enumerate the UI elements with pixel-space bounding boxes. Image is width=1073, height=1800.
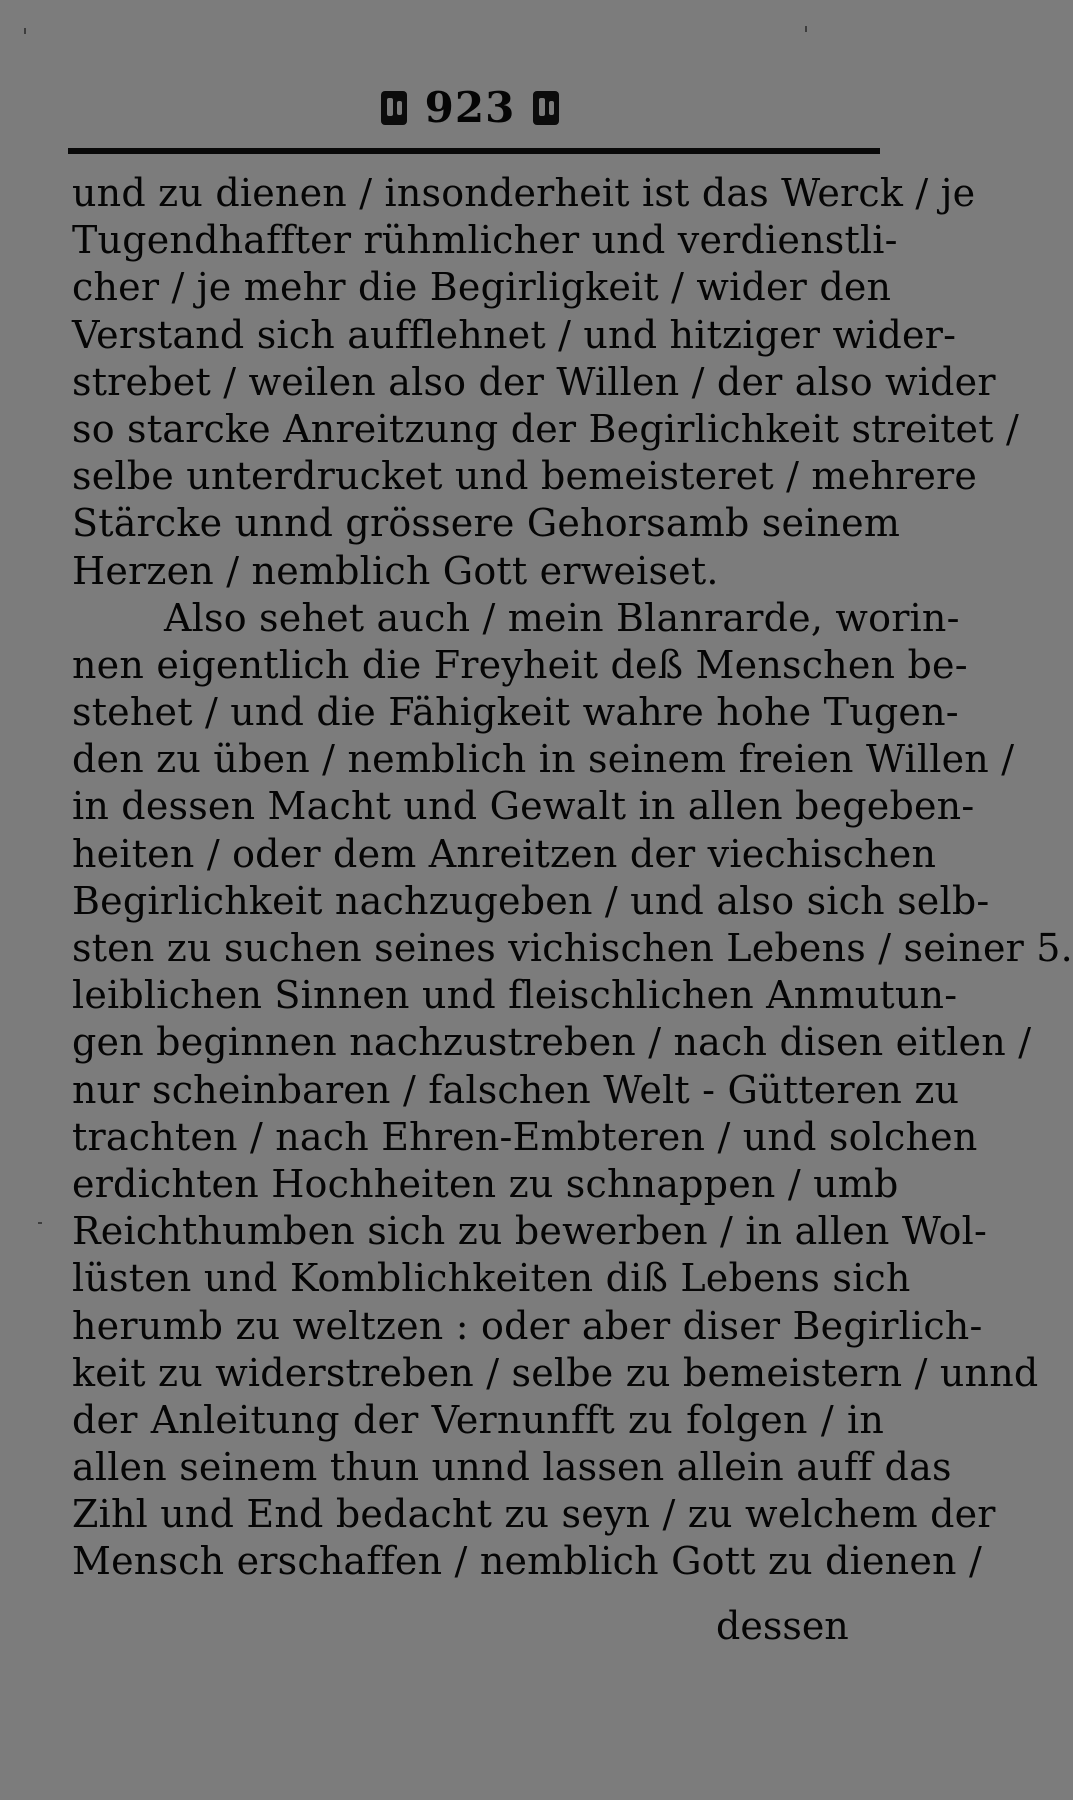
text-line: Herzen / nemblich Gott erweiset. bbox=[72, 548, 719, 593]
text-line: keit zu widerstreben / selbe zu bemeistern / unnd bbox=[72, 1350, 1039, 1395]
ink-speck bbox=[805, 26, 807, 32]
text-line: nen eigentlich die Freyheit deß Menschen be- bbox=[72, 642, 968, 687]
right-ornament-icon bbox=[533, 91, 559, 125]
text-line: Stärcke unnd grössere Gehorsamb seinem bbox=[72, 501, 901, 546]
text-line: und zu dienen / insonderheit ist das Werck / je bbox=[72, 171, 976, 215]
text-line: selbe unterdrucket und bemeisteret / mehrere bbox=[72, 454, 978, 499]
text-line: der Anleitung der Vernunfft zu folgen / in bbox=[72, 1397, 884, 1442]
text-line: Also sehet auch / mein Blanrarde, worin- bbox=[164, 595, 960, 640]
text-line: lüsten und Komblichkeiten diß Lebens sich bbox=[72, 1256, 911, 1301]
text-line: so starcke Anreitzung der Begirlichkeit streitet / bbox=[72, 406, 1019, 451]
text-line: sten zu suchen seines vichischen Lebens / seiner 5. bbox=[72, 926, 1073, 970]
catchword: dessen bbox=[716, 1604, 849, 1648]
text-line: erdichten Hochheiten zu schnappen / umb bbox=[72, 1161, 899, 1206]
text-line: allen seinem thun unnd lassen allein auff das bbox=[72, 1445, 952, 1490]
paragraph-2 bbox=[72, 595, 1073, 1586]
text-line: Tugendhaffter rühmlicher und verdienstli- bbox=[72, 218, 898, 263]
text-line: herumb zu weltzen : oder aber diser Begirlich- bbox=[72, 1303, 983, 1348]
ink-speck bbox=[38, 1222, 42, 1224]
text-line: cher / je mehr die Begirligkeit / wider den bbox=[72, 265, 892, 310]
page-header bbox=[370, 78, 570, 138]
page-number: 923 bbox=[424, 83, 516, 132]
text-line: heiten / oder dem Anreitzen der viechischen bbox=[72, 831, 937, 876]
text-line: Mensch erschaffen / nemblich Gott zu dienen / bbox=[72, 1539, 982, 1584]
text-line: Begirlichkeit nachzugeben / und also sich selb- bbox=[72, 878, 990, 923]
text-line: in dessen Macht und Gewalt in allen begeben- bbox=[72, 784, 975, 829]
text-line: gen beginnen nachzustreben / nach disen eitlen / bbox=[72, 1020, 1032, 1065]
text-line: Zihl und End bedacht zu seyn / zu welchem der bbox=[72, 1492, 996, 1537]
header-rule bbox=[68, 148, 880, 154]
left-ornament-icon bbox=[381, 91, 407, 125]
text-line: trachten / nach Ehren-Embteren / und solchen bbox=[72, 1114, 978, 1159]
body-text bbox=[72, 170, 1073, 1586]
paragraph-1 bbox=[72, 170, 1019, 595]
text-line: strebet / weilen also der Willen / der also wider bbox=[72, 359, 996, 404]
ink-speck bbox=[24, 28, 26, 34]
text-line: nur scheinbaren / falschen Welt - Gütteren zu bbox=[72, 1067, 960, 1112]
text-line: leiblichen Sinnen und fleischlichen Anmutun- bbox=[72, 973, 958, 1018]
text-line: den zu üben / nemblich in seinem freien Willen / bbox=[72, 737, 1015, 782]
text-line: Reichthumben sich zu bewerben / in allen Wol- bbox=[72, 1209, 987, 1254]
text-line: Verstand sich aufflehnet / und hitziger wider- bbox=[72, 312, 957, 357]
text-line: stehet / und die Fähigkeit wahre hohe Tugen- bbox=[72, 690, 959, 735]
